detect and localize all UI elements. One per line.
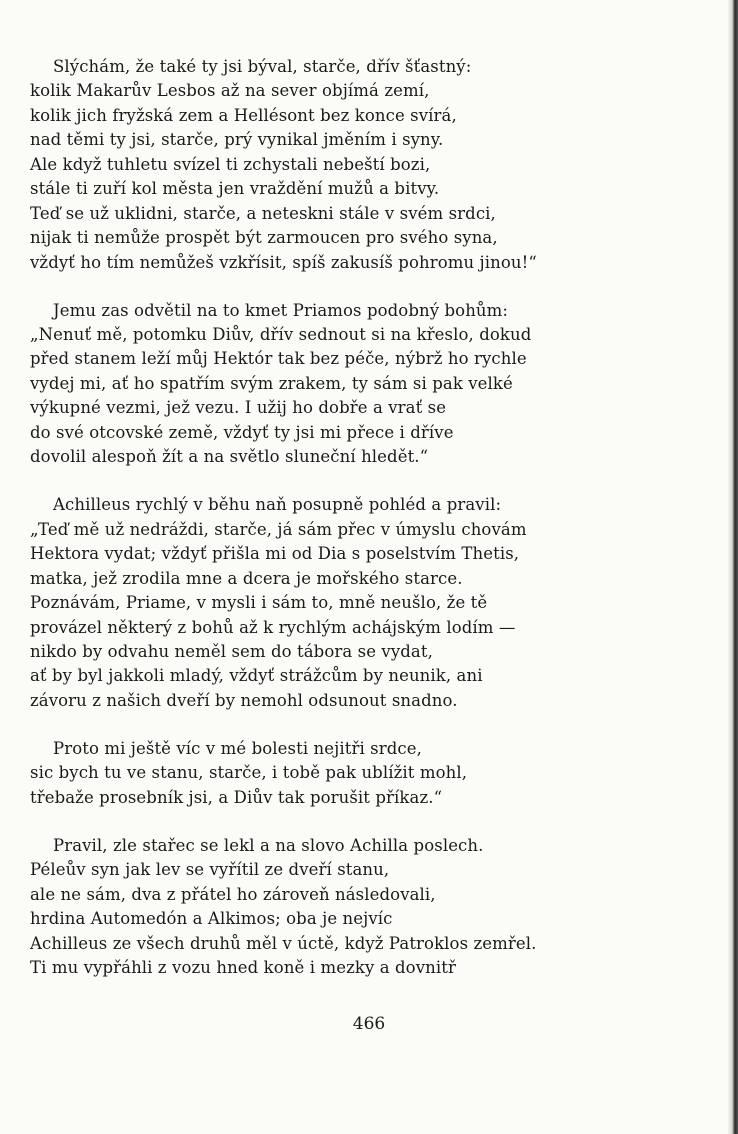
verse-line: nad těmi ty jsi, starče, prý vynikal jměním i syny. [30, 130, 444, 150]
poem-text [30, 55, 720, 1004]
verse-line: výkupné vezmi, jež vezu. I užij ho dobře a vrať se [30, 398, 447, 418]
verse-line: Teď se už uklidni, starče, a neteskni stále v svém srdci, [30, 203, 496, 223]
stanza [30, 737, 720, 810]
stanza [30, 834, 720, 981]
verse-line: provázel některý z bohů až k rychlým achájským lodím — [30, 617, 516, 637]
verse-line: Ale když tuhletu svízel ti zchystali nebeští bozi, [30, 154, 431, 174]
page-edge [728, 0, 738, 1134]
verse-line: Ti mu vypřáhli z vozu hned koně i mezky a dovnitř [30, 957, 456, 977]
verse-line: závoru z našich dveří by nemohl odsunout snadno. [30, 690, 458, 710]
verse-line: ale ne sám, dva z přátel ho zároveň následovali, [30, 884, 436, 904]
verse-line: před stanem leží můj Hektór tak bez péče, nýbrž ho rychle [30, 349, 527, 369]
verse-line: Achilleus rychlý v běhu naň posupně pohléd a pravil: [53, 495, 502, 515]
verse-line: nikdo by odvahu neměl sem do tábora se vydat, [30, 641, 433, 661]
verse-line: dovolil alespoň žít a na světlo sluneční hledět.“ [30, 447, 429, 467]
verse-line: matka, jež zrodila mne a dcera je mořského starce. [30, 568, 463, 588]
stanza [30, 493, 720, 713]
page-number: 466 [352, 1014, 386, 1034]
verse-line: ať by byl jakkoli mladý, vždyť strážcům by neunik, ani [30, 666, 483, 686]
verse-line: vždyť ho tím nemůžeš vzkřísit, spíš zakusíš pohromu jinou!“ [30, 252, 537, 272]
verse-line: Poznávám, Priame, v mysli i sám to, mně neušlo, že tě [30, 593, 488, 613]
verse-line: do své otcovské země, vždyť ty jsi mi přece i dříve [30, 422, 454, 442]
stanza [30, 299, 720, 470]
verse-line: hrdina Automedón a Alkimos; oba je nejvíc [30, 909, 393, 929]
verse-line: Achilleus ze všech druhů měl v úctě, když Patroklos zemřel. [30, 933, 537, 953]
verse-line: Pravil, zle stařec se lekl a na slovo Achilla poslech. [53, 835, 484, 855]
verse-line: „Nenuť mě, potomku Diův, dřív sednout si na křeslo, dokud [30, 325, 532, 345]
verse-line: Hektora vydat; vždyť přišla mi od Dia s poselstvím Thetis, [30, 544, 520, 564]
verse-line: vydej mi, ať ho spatřím svým zrakem, ty sám si pak velké [30, 373, 513, 393]
verse-line: Jemu zas odvětil na to kmet Priamos podobný bohům: [53, 300, 509, 320]
verse-line: kolik jich fryžská zem a Hellésont bez konce svírá, [30, 105, 457, 125]
verse-line: nijak ti nemůže prospět být zarmoucen pro svého syna, [30, 228, 498, 248]
verse-line: stále ti zuří kol města jen vraždění mužů a bitvy. [30, 179, 440, 199]
verse-line: „Teď mě už nedráždi, starče, já sám přec v úmyslu chovám [30, 519, 527, 539]
stanza [30, 55, 720, 275]
verse-line: Proto mi ještě víc v mé bolesti nejitři srdce, [53, 738, 422, 758]
verse-line: kolik Makarův Lesbos až na sever objímá zemí, [30, 81, 430, 101]
verse-line: Péleův syn jak lev se vyřítil ze dveří stanu, [30, 860, 390, 880]
verse-line: třebaže prosebník jsi, a Diův tak porušit příkaz.“ [30, 787, 443, 807]
verse-line: Slýchám, že také ty jsi býval, starče, dřív šťastný: [53, 57, 472, 76]
verse-line: sic bych tu ve stanu, starče, i tobě pak ublížit mohl, [30, 763, 468, 783]
